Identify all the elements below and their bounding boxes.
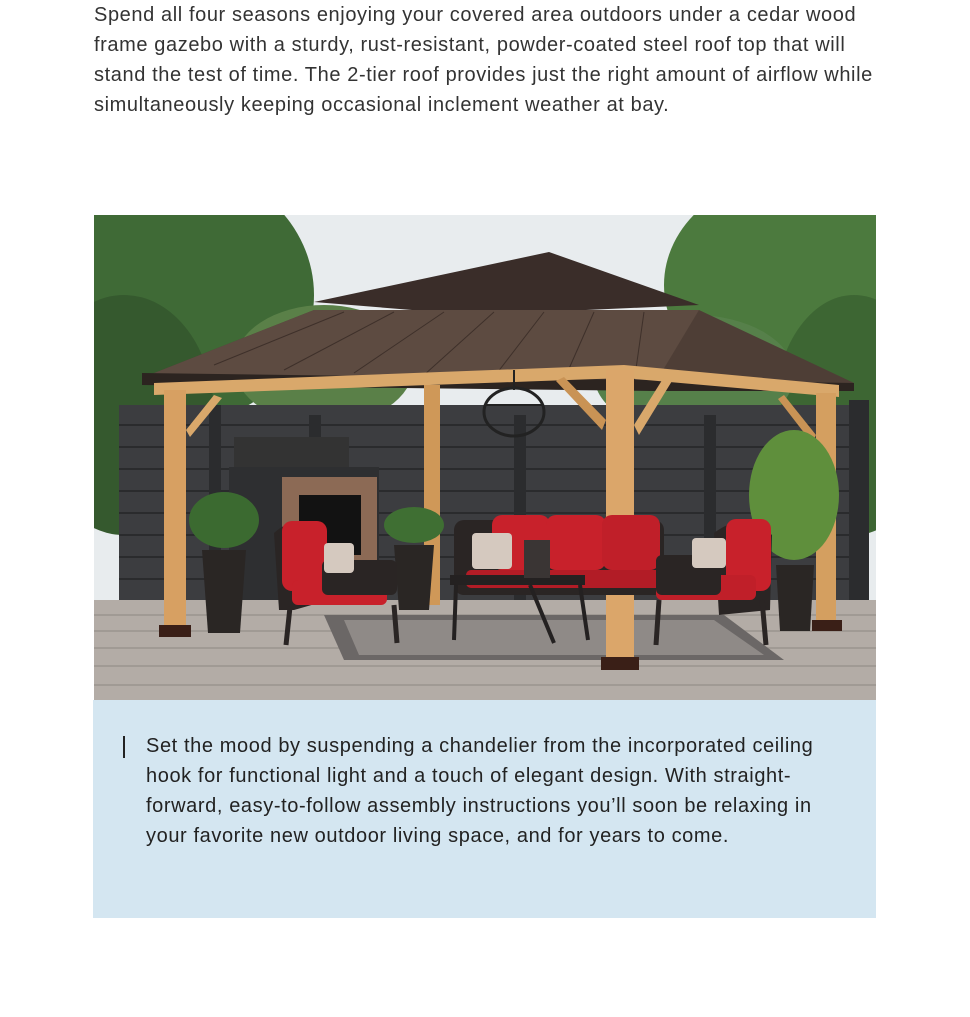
intro-paragraph: Spend all four seasons enjoying your covered area outdoors under a cedar wood frame gazebo with a sturdy, rust-resistant, powder-coated steel roof top that will stand the test of time. The 2-tier roof provides just the right amount of airflow while simultaneously keeping occasional inclement weather at bay. <box>94 4 873 116</box>
callout-box <box>93 700 876 918</box>
gazebo-photo <box>94 215 876 700</box>
callout-text: Set the mood by suspending a chandelier from the incorporated ceiling hook for functional light and a touch of elegant design. With straight-forward, easy-to-follow assembly instructions you’ll soon be relaxing in your favorite new outdoor living space, and for years to come. <box>146 735 814 847</box>
quote-bar-icon <box>123 736 125 758</box>
